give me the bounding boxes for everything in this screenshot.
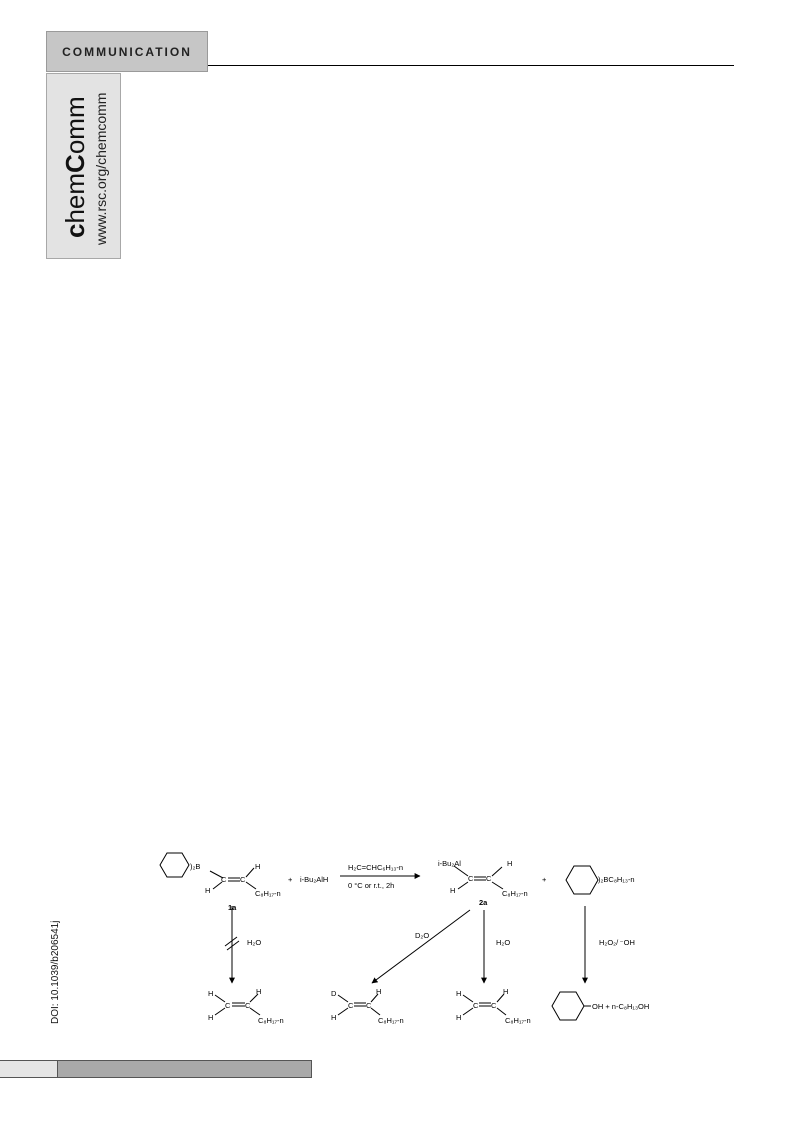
reagent-label: i-Bu₂AlH: [300, 875, 329, 884]
scheme-d: D: [331, 989, 337, 998]
conditions-label: 0 °C or r.t., 2h: [348, 881, 395, 890]
scheme-b-label: )₂B: [190, 862, 201, 871]
scheme-c-5: C: [225, 1001, 231, 1010]
cyclohexane-ring-2: [566, 866, 598, 894]
label-2a: 2a: [479, 898, 488, 907]
scheme-h-2: H: [205, 886, 211, 895]
scheme-c8h17-1: C₈H₁₇-n: [255, 889, 281, 898]
label-1a: 1a: [228, 903, 237, 912]
scheme-h-8: H: [331, 1013, 337, 1022]
ibu2al-label: i-Bu₂Al: [438, 859, 461, 868]
scheme-h-7: H: [256, 987, 262, 996]
scheme-c8h17-3: C₈H₁₇-n: [258, 1016, 284, 1025]
cyclohexane-ring-3: [552, 992, 584, 1020]
cyclohexane-ring-1: [160, 853, 189, 877]
h2o-label-2: H₂O: [496, 938, 511, 947]
scheme-c8h17-5: C₈H₁₇-n: [505, 1016, 531, 1025]
journal-name-c1: c: [60, 223, 90, 238]
scheme-c-2: C: [240, 875, 246, 884]
scheme-c-1: C: [221, 875, 227, 884]
scheme-c-6: C: [245, 1001, 251, 1010]
scheme-c8h17-4: C₈H₁₇-n: [378, 1016, 404, 1025]
scheme-h-9: H: [376, 987, 382, 996]
footer-right-bar: [57, 1060, 312, 1078]
plus-1: +: [288, 875, 293, 884]
scheme-h-12: H: [503, 987, 509, 996]
journal-name-c2: C: [60, 154, 90, 173]
scheme-h-10: H: [456, 989, 462, 998]
journal-name-hem: hem: [60, 172, 90, 224]
alkene-reagent: H₂C=CHC₆H₁₃-n: [348, 863, 404, 872]
footer-left-bar: [0, 1060, 57, 1078]
scheme-c8h17-2: C₈H₁₇-n: [502, 889, 528, 898]
scheme-c-3: C: [468, 874, 474, 883]
scheme-h-1: H: [255, 862, 261, 871]
d2o-label: D₂O: [415, 931, 430, 940]
scheme-h-11: H: [456, 1013, 462, 1022]
scheme-c-9: C: [473, 1001, 479, 1010]
scheme-h-4: H: [450, 886, 456, 895]
alcohols-label: OH + n-C₈H₁₃OH: [592, 1002, 650, 1011]
arrow-2a-d2o: [372, 910, 470, 983]
borane-product-label: )₂BC₈H₁₃-n: [598, 875, 635, 884]
scheme-c-4: C: [486, 874, 492, 883]
journal-name-omm: omm: [60, 96, 90, 155]
section-label: COMMUNICATION: [62, 44, 192, 59]
scheme-h-3: H: [507, 859, 513, 868]
scheme-h-5: H: [208, 989, 214, 998]
scheme-c-10: C: [491, 1001, 497, 1010]
scheme-c-8: C: [366, 1001, 372, 1010]
plus-2: +: [542, 875, 547, 884]
doi-label: DOI: 10.1039/b206541j: [50, 920, 61, 1024]
h2o-label-1: H₂O: [247, 938, 262, 947]
scheme-h-6: H: [208, 1013, 214, 1022]
journal-url: www.rsc.org/chemcomm: [93, 92, 109, 245]
scheme-c-7: C: [348, 1001, 354, 1010]
oxidation-label: H₂O₂/ ⁻OH: [599, 938, 635, 947]
